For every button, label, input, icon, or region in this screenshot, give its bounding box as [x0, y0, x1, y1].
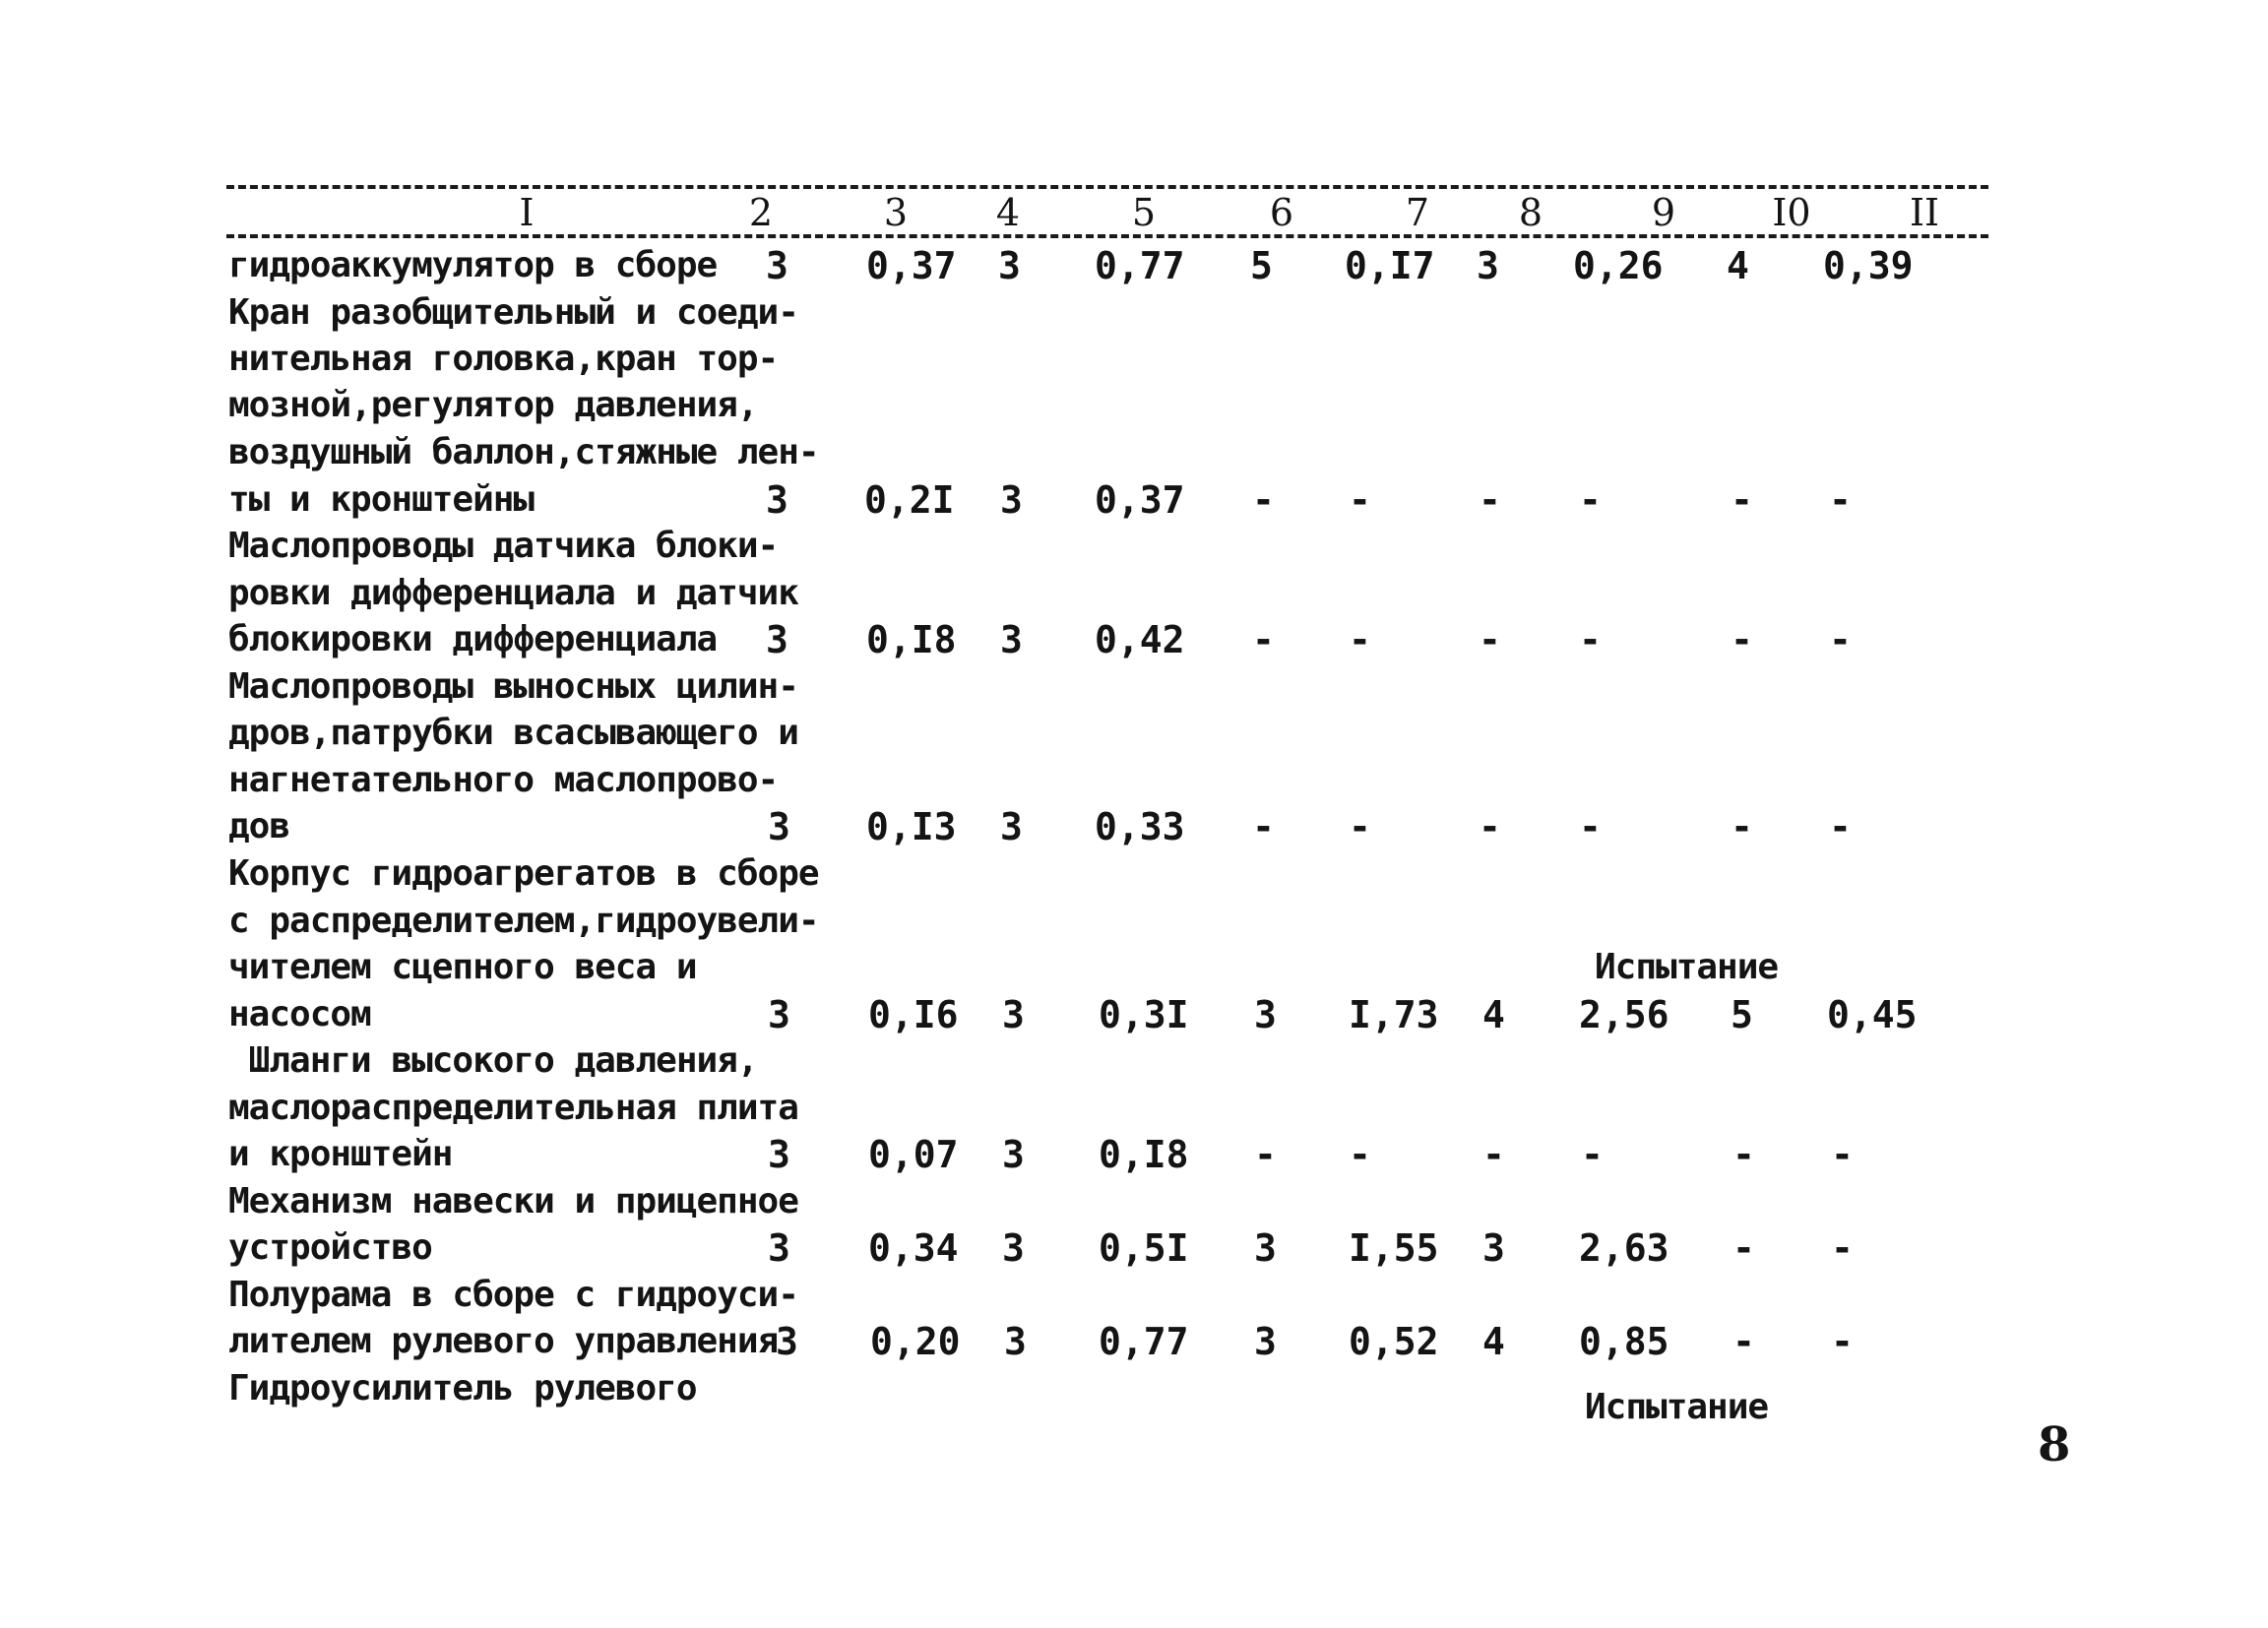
row-4-col-3: 0,I3 [866, 805, 957, 848]
header-col-4: 4 [995, 191, 1021, 234]
row-3-col-8: - [1479, 618, 1501, 661]
row-1-col-9: 0,26 [1573, 244, 1664, 287]
row-2-col-8: - [1479, 478, 1501, 522]
row-4-col-5: 0,33 [1095, 805, 1185, 848]
row-5-col-10: 5 [1731, 993, 1753, 1036]
row-8-col-8: 4 [1482, 1320, 1505, 1363]
row-3-col-6: - [1252, 618, 1275, 661]
row-6-col-10: - [1732, 1133, 1755, 1176]
row-6-col-4: 3 [1002, 1133, 1025, 1176]
row-8-col-4: 3 [1004, 1320, 1027, 1363]
row-3-line-1: Маслопроводы датчика блоки- [228, 526, 779, 566]
header-col-8: 8 [1518, 191, 1544, 234]
row-2-col-7: - [1349, 478, 1371, 522]
row-3-col-5: 0,42 [1095, 618, 1185, 661]
row-5-col-9: 2,56 [1579, 993, 1670, 1036]
row-8-col-10: - [1732, 1320, 1755, 1363]
row-4-col-4: 3 [1000, 805, 1023, 848]
row-6-line-2: маслораспределительная плита [228, 1088, 798, 1128]
row-5-line-2: с распределителем,гидроувели- [228, 901, 819, 941]
row-5-col-3: 0,I6 [868, 993, 959, 1036]
row-2-line-4: воздушный баллон,стяжные лен- [228, 432, 819, 472]
row-5-line-1: Корпус гидроагрегатов в сборе [228, 853, 819, 894]
header-col-5: 5 [1131, 191, 1157, 234]
row-7-col-4: 3 [1002, 1226, 1025, 1270]
header-col-3: 3 [883, 191, 909, 234]
row-1-col-10: 4 [1727, 244, 1749, 287]
row-6-col-2: 3 [768, 1133, 790, 1176]
header-bottom-rule [226, 234, 1988, 238]
row-7-col-2: 3 [768, 1226, 790, 1270]
row-6-col-6: - [1254, 1133, 1277, 1176]
row-4-line-2: дров,патрубки всасывающего и [228, 713, 798, 753]
row-1-col-5: 0,77 [1095, 244, 1185, 287]
row-7-col-6: 3 [1254, 1226, 1277, 1270]
row-2-line-3: мозной,регулятор давления, [228, 385, 758, 425]
row-3-col-3: 0,I8 [866, 618, 957, 661]
header-col-11: II [1909, 191, 1940, 234]
row-8-col-9: 0,85 [1579, 1320, 1670, 1363]
row-2-col-9: - [1579, 478, 1602, 522]
note-test-1: Испытание [1595, 947, 1779, 987]
row-7-col-8: 3 [1482, 1226, 1505, 1270]
note-test-2: Испытание [1585, 1387, 1769, 1427]
row-3-col-11: - [1829, 618, 1852, 661]
row-3-line-3: блокировки дифференциала [228, 619, 718, 659]
row-5-line-4: насосом [228, 994, 371, 1034]
row-5-col-5: 0,3I [1099, 993, 1189, 1036]
page-number: 8 [2038, 1417, 2071, 1472]
row-5-line-3: чителем сцепного веса и [228, 947, 697, 987]
row-8-col-5: 0,77 [1099, 1320, 1189, 1363]
header-col-7: 7 [1405, 191, 1430, 234]
row-3-col-4: 3 [1000, 618, 1023, 661]
row-6-line-1: Шланги высокого давления, [228, 1040, 758, 1081]
row-2-col-10: - [1731, 478, 1753, 522]
row-1-col-8: 3 [1477, 244, 1499, 287]
row-7-col-10: - [1732, 1226, 1755, 1270]
row-7-line-1: Механизм навески и прицепное [228, 1181, 798, 1221]
row-4-col-7: - [1349, 805, 1371, 848]
header-col-10: I0 [1772, 191, 1811, 234]
header-top-rule [226, 185, 1988, 189]
row-6-col-8: - [1482, 1133, 1505, 1176]
row-5-col-6: 3 [1254, 993, 1277, 1036]
row-4-col-10: - [1731, 805, 1753, 848]
row-8-line-2: лителем рулевого управления [228, 1321, 779, 1361]
row-4-col-11: - [1829, 805, 1852, 848]
row-8-col-7: 0,52 [1349, 1320, 1439, 1363]
row-4-line-4: дов [228, 806, 290, 846]
row-2-col-6: - [1252, 478, 1275, 522]
row-2-line-5: ты и кронштейны [228, 479, 535, 520]
row-7-line-2: устройство [228, 1227, 432, 1268]
row-5-col-4: 3 [1002, 993, 1025, 1036]
row-6-col-9: - [1581, 1133, 1604, 1176]
header-col-6: 6 [1269, 191, 1294, 234]
header-col-9: 9 [1651, 191, 1676, 234]
row-4-col-9: - [1579, 805, 1602, 848]
row-1-col-11: 0,39 [1823, 244, 1914, 287]
row-2-line-1: Кран разобщительный и соеди- [228, 292, 798, 333]
row-5-col-8: 4 [1482, 993, 1505, 1036]
row-2-col-3: 0,2I [864, 478, 955, 522]
row-3-col-9: - [1579, 618, 1602, 661]
row-6-col-7: - [1349, 1133, 1371, 1176]
row-7-col-5: 0,5I [1099, 1226, 1189, 1270]
row-8-col-11: - [1831, 1320, 1854, 1363]
row-4-line-1: Маслопроводы выносных цилин- [228, 666, 798, 707]
row-2-col-4: 3 [1000, 478, 1023, 522]
row-4-col-2: 3 [768, 805, 790, 848]
row-2-col-11: - [1829, 478, 1852, 522]
row-2-col-2: 3 [766, 478, 788, 522]
row-8-line-1: Полурама в сборе с гидроуси- [228, 1275, 798, 1315]
row-3-col-10: - [1731, 618, 1753, 661]
row-9-line-1: Гидроусилитель рулевого [228, 1368, 697, 1409]
row-8-col-3: 0,20 [870, 1320, 961, 1363]
row-1-col-2: 3 [766, 244, 788, 287]
row-7-col-9: 2,63 [1579, 1226, 1670, 1270]
row-4-line-3: нагнетательного маслопрово- [228, 760, 779, 800]
row-4-col-8: - [1479, 805, 1501, 848]
row-3-col-2: 3 [766, 618, 788, 661]
row-7-col-11: - [1831, 1226, 1854, 1270]
row-6-col-3: 0,07 [868, 1133, 959, 1176]
row-1-col-7: 0,I7 [1345, 244, 1435, 287]
row-7-col-3: 0,34 [868, 1226, 959, 1270]
row-3-col-7: - [1349, 618, 1371, 661]
header-col-2: 2 [748, 191, 774, 234]
row-7-col-7: I,55 [1349, 1226, 1439, 1270]
row-4-col-6: - [1252, 805, 1275, 848]
row-8-col-2: 3 [776, 1320, 798, 1363]
row-1-col-3: 0,37 [866, 244, 957, 287]
row-1-col-4: 3 [998, 244, 1021, 287]
row-8-col-6: 3 [1254, 1320, 1277, 1363]
row-5-col-2: 3 [768, 993, 790, 1036]
row-1-col-6: 5 [1250, 244, 1273, 287]
row-5-col-11: 0,45 [1827, 993, 1918, 1036]
row-6-col-5: 0,I8 [1099, 1133, 1189, 1176]
header-col-1: I [519, 191, 535, 234]
row-6-col-11: - [1831, 1133, 1854, 1176]
row-3-line-2: ровки дифференциала и датчик [228, 573, 798, 613]
row-2-col-5: 0,37 [1095, 478, 1185, 522]
row-6-line-3: и кронштейн [228, 1134, 453, 1174]
row-1-line-1: гидроаккумулятор в сборе [228, 245, 718, 285]
row-2-line-2: нительная головка,кран тор- [228, 339, 779, 379]
row-5-col-7: I,73 [1349, 993, 1439, 1036]
